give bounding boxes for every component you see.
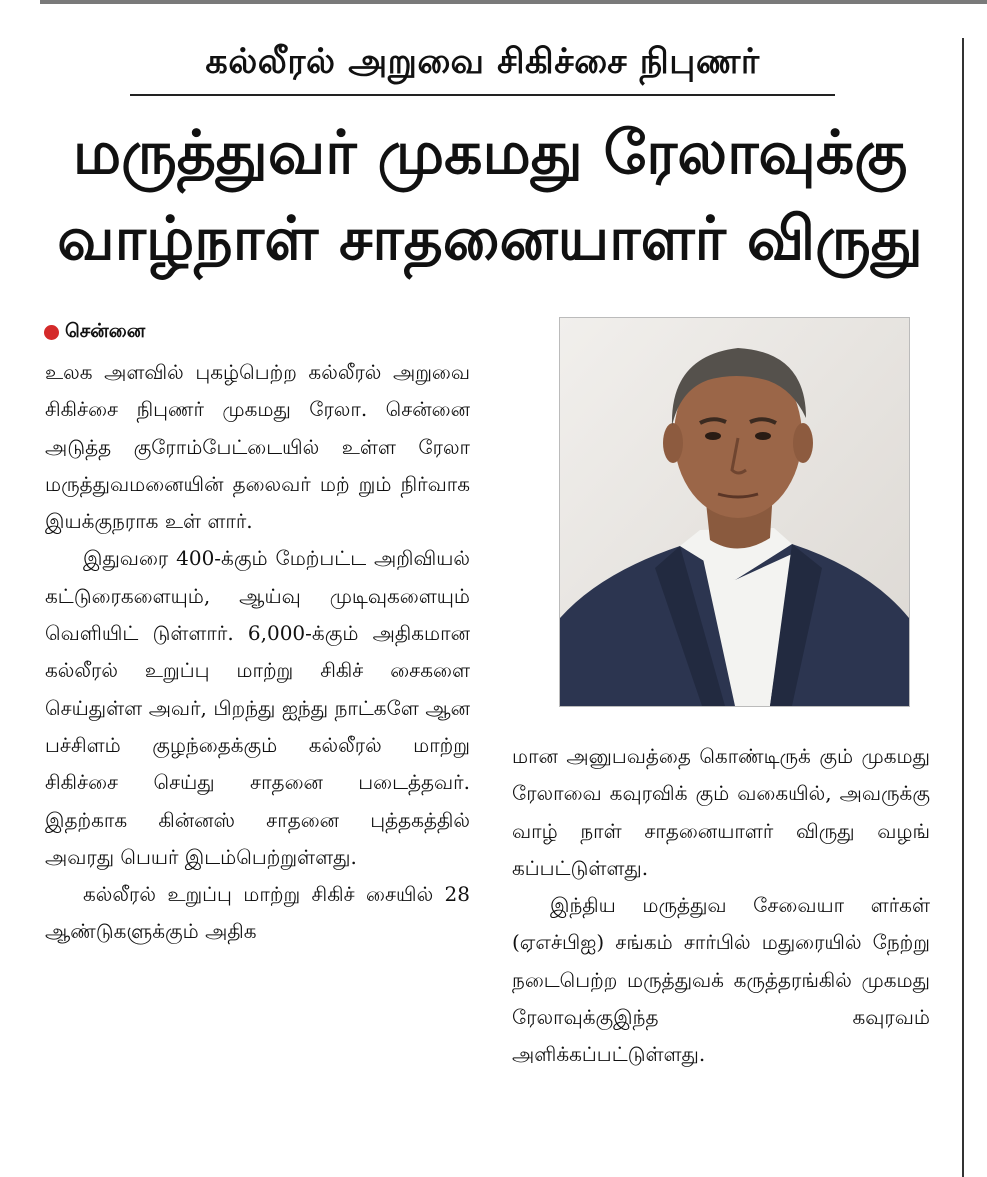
body-column-1 — [45, 354, 470, 951]
paragraph: இதுவரை 400-க்கும் மேற்பட்ட அறிவியல் கட்டுரைகளையும், ஆய்வு முடிவுகளையும் வெளியிட் டுள்ளார். 6,000-க்கும் அதிகமான கல்லீரல் உறுப்பு மாற்று சிகிச் சைகளை செய்துள்ள அவர், பிறந்து ஐந்து நாட்களே ஆன பச்சிளம் குழந்தைக்கும் கல்லீரல் மாற்று சிகிச்சை செய்து சாதனை படைத்தவர். இதற்காக கின்னஸ் சாதனை புத்தகத்தில் அவரது பெயர் இடம்பெற்றுள்ளது. — [45, 546, 470, 869]
headline-line-1: மருத்துவர் முகமது ரேலாவுக்கு — [72, 118, 908, 188]
top-rule — [40, 0, 987, 4]
paragraph: கல்லீரல் உறுப்பு மாற்று சிகிச் சையில் 28 ஆண்டுகளுக்கும் அதிக — [45, 882, 470, 944]
kicker: கல்லீரல் அறுவை சிகிச்சை நிபுணர் — [205, 42, 760, 82]
dateline — [44, 320, 145, 345]
headline — [40, 110, 940, 282]
dateline-text: சென்னை — [65, 320, 146, 342]
paragraph: மான அனுபவத்தை கொண்டிருக் கும் முகமது ரேலாவை கவுரவிக் கும் வகையில், அவருக்கு வாழ் நாள் சாதனையாளர் விருது வழங் கப்பட்டுள்ளது. — [512, 744, 930, 880]
paragraph: இந்திய மருத்துவ சேவையா ளர்கள் (ஏஎச்பிஐ) சங்கம் சார்பில் மதுரையில் நேற்று நடைபெற்ற மருத்துவக் கருத்தரங்கில் முகமது ரேலாவுக்குஇந்த கவுரவம் அளிக்கப்பட்டுள்ளது. — [512, 893, 930, 1067]
body-column-2 — [512, 738, 930, 1074]
kicker-underline — [130, 94, 835, 96]
portrait-illustration — [560, 318, 909, 706]
bullet-dot-icon — [44, 325, 59, 340]
paragraph: உலக அளவில் புகழ்பெற்ற கல்லீரல் அறுவை சிகிச்சை நிபுணர் முகமது ரேலா. சென்னை அடுத்த குரோம்பேட்டையில் உள்ள ரேலா மருத்துவமனையின் தலைவர் மற் றும் நிர்வாக இயக்குநராக உள் ளார். — [45, 360, 470, 534]
headline-line-2: வாழ்நாள் சாதனையாளர் விருது — [57, 204, 923, 274]
portrait-photo — [559, 317, 910, 707]
column-rule — [962, 38, 964, 1177]
